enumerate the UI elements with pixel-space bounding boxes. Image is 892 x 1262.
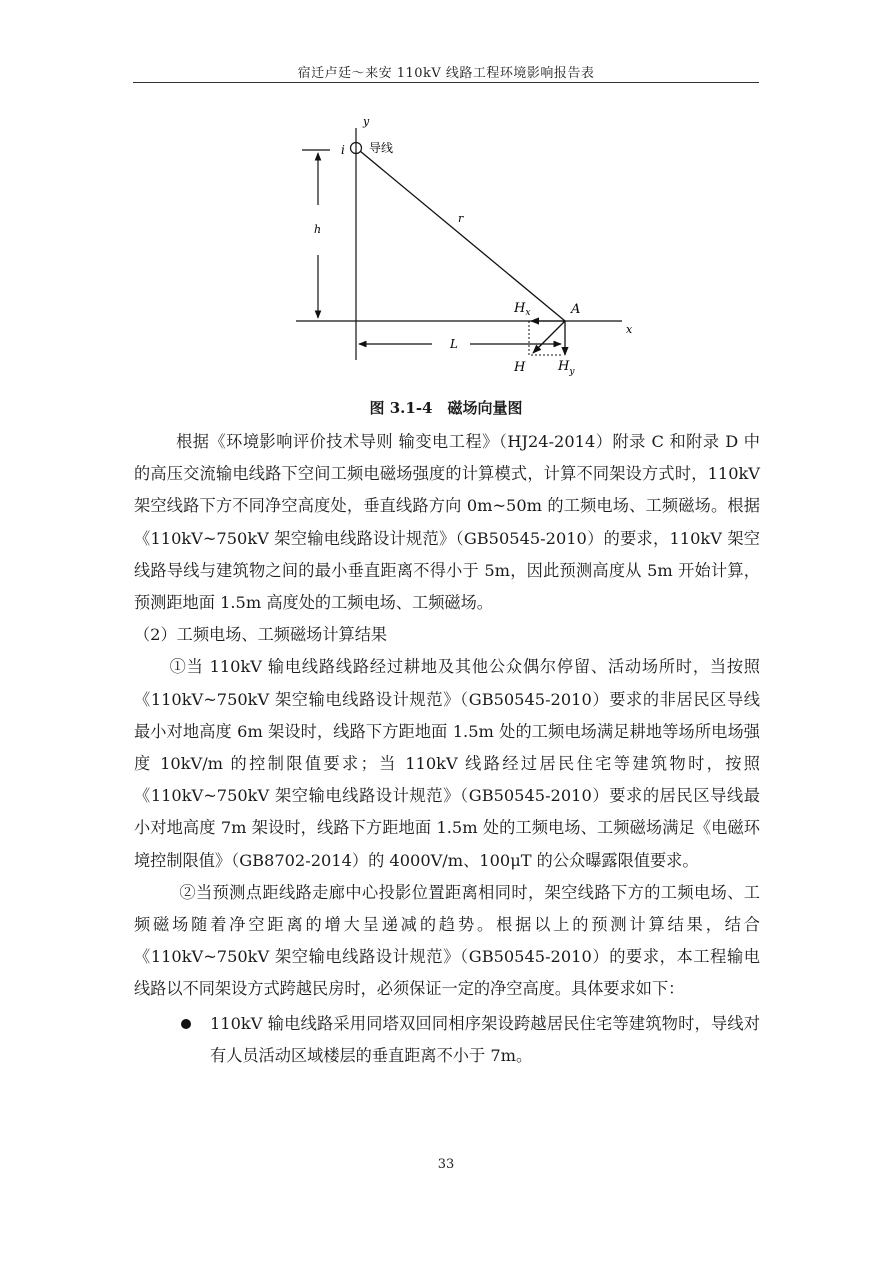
y-axis-label: y bbox=[363, 115, 370, 128]
vector-guide-dotted bbox=[529, 321, 563, 355]
h-total-label: H bbox=[514, 360, 526, 375]
figure-caption: 图 3.1-4 磁场向量图 bbox=[369, 399, 523, 417]
paragraph-1: 根据《环境影响评价技术导则 输变电工程》（HJ24-2014）附录 C 和附录 D 中的高压交流输电线路下空间工频电磁场强度的计算模式，计算不同架设方式时，110kV 架空线路下方不同净空高度处，垂直线路方向 0m~50m 的工频电场、工频磁场。根据《110kV~750kV 架空输电线路设计规范》（GB50545-2010）的要求，110kV 架空线路导线与建筑物之间的最小垂直距离不得小于 5m，因此预测高度从 5m 开始计算，预测距地面 1.5m 高度处的工频电场、工频磁场。 bbox=[134, 432, 760, 613]
paragraph-2: ①当 110kV 输电线路线路经过耕地及其他公众偶尔停留、活动场所时，当按照《110kV~750kV 架空输电线路设计规范》（GB50545-2010）要求的非居民区导线最小对地高度 6m 架设时，线路下方距地面 1.5m 处的工频电场满足耕地等场所电场强度 10kV/m 的控制限值要求；当 110kV 线路经过居民住宅等建筑物时，按照《110kV~750kV 架空输电线路设计规范》（GB50545-2010）要求的居民区导线最小对地高度 7m 架设时，线路下方距地面 1.5m 处的工频电场、工频磁场满足《电磁环境控制限值》（GB8702-2014）的 4000V/m、100μT 的公众曝露限值要求。 bbox=[134, 657, 760, 870]
height-label: h bbox=[314, 223, 322, 236]
bullet-item bbox=[134, 1008, 760, 1072]
section-heading: （2）工频电场、工频磁场计算结果 bbox=[134, 625, 388, 645]
point-a-label: A bbox=[571, 302, 581, 317]
h-vector bbox=[533, 321, 565, 353]
radius-label: r bbox=[458, 212, 464, 225]
page-header: 宿迁卢廷～来安 110kV 线路工程环境影响报告表 bbox=[297, 66, 595, 81]
bullet-dot-icon bbox=[181, 1019, 191, 1029]
bullet-text: 110kV 输电线路采用同塔双回同相序架设跨越居民住宅等建筑物时，导线对有人员活动区域楼层的垂直距离不小于 7m。 bbox=[210, 1013, 760, 1065]
distance-label: L bbox=[450, 337, 458, 351]
page-number: 33 bbox=[437, 1157, 455, 1172]
conductor-label: 导线 bbox=[369, 141, 394, 155]
radius-line bbox=[360, 151, 565, 321]
hx-label: $H_x$ bbox=[514, 301, 531, 318]
hy-label: $H_y$ bbox=[558, 359, 575, 377]
current-label: i bbox=[341, 143, 345, 157]
magnetic-vector-diagram bbox=[0, 0, 892, 400]
body-text bbox=[134, 426, 760, 1072]
x-axis-label: x bbox=[626, 323, 633, 336]
paragraph-3: ②当预测点距线路走廊中心投影位置距离相同时，架空线路下方的工频电场、工频磁场随着净空距离的增大呈递减的趋势。根据以上的预测计算结果，结合《110kV~750kV 架空输电线路设计规范》（GB50545-2010）的要求，本工程输电线路以不同架设方式跨越民房时，必须保证一定的净空高度。具体要求如下： bbox=[134, 882, 760, 999]
